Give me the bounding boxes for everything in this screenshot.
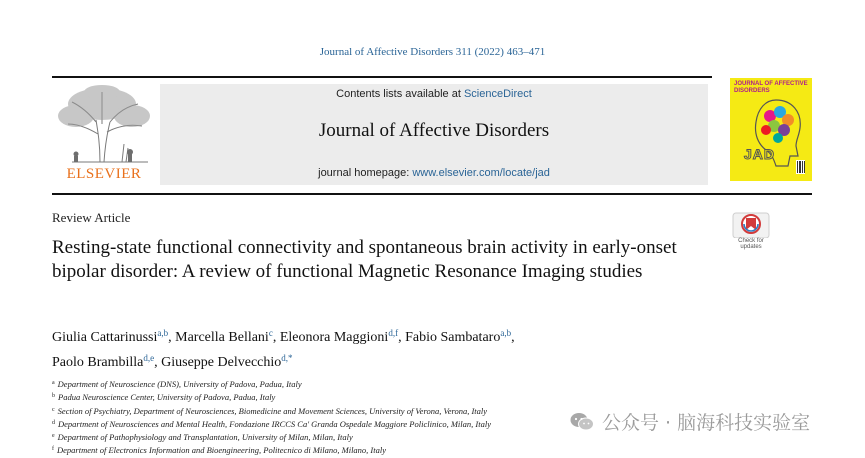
elsevier-logo[interactable]	[52, 84, 156, 186]
affiliation-item: $^f$ Department of Electronics Information and Bioengineering, Politecnico di Milano, Milano, Italy	[52, 445, 387, 456]
author[interactable]: Giulia Cattarinussi$^{a,b}$	[52, 328, 169, 345]
affiliation-item: $^e$ Department of Pathophysiology and Transplantation, University of Milan, Milan, Italy	[52, 432, 353, 443]
tree-icon	[52, 84, 156, 164]
homepage-prefix: journal homepage:	[318, 167, 413, 179]
cover-title: JOURNAL OF AFFECTIVE DISORDERS	[734, 81, 808, 94]
watermark-text: 公众号 · 脑海科技实验室	[602, 412, 811, 434]
author-affiliation-ref[interactable]: c	[268, 328, 273, 338]
check-for-updates-button[interactable]	[731, 212, 771, 254]
affiliation-item: $^d$ Department of Neurosciences and Mental Health, Fondazione IRCCS Ca' Granda Ospedale Maggiore Policlinico, Milan, Italy	[52, 418, 491, 429]
author[interactable]: Paolo Brambilla$^{d,e}$	[52, 353, 155, 370]
cover-abbrev: JAD	[744, 146, 776, 162]
homepage-line	[160, 167, 708, 179]
affiliation-item: $^b$ Padua Neuroscience Center, University of Padova, Padua, Italy	[52, 392, 276, 403]
author-list: Giulia Cattarinussi$^{a,b}$, Marcella Bellani$^c$, Eleonora Maggioni$^{d,f}$, Fabio Sambataro$^{a,b}$, Paolo Brambilla$^{d,e}$, Giuseppe Delvecchio$^{d,*}$	[52, 328, 515, 370]
article-title: Resting-state functional connectivity and spontaneous brain activity in early-onset bipolar disorder: A review of functional Magnetic Resonance Imaging studies	[52, 237, 677, 282]
author[interactable]: Fabio Sambataro$^{a,b}$	[405, 328, 512, 345]
author-affiliation-ref[interactable]: d,*	[281, 353, 293, 363]
author-affiliation-ref[interactable]: a,b	[500, 328, 512, 338]
author-affiliation-ref[interactable]: d,e	[143, 353, 155, 363]
elsevier-wordmark: ELSEVIER	[66, 166, 142, 182]
author[interactable]: Marcella Bellani$^c$	[175, 328, 273, 345]
sciencedirect-link[interactable]: ScienceDirect	[463, 88, 532, 100]
wechat-watermark	[570, 408, 810, 435]
author[interactable]: Giuseppe Delvecchio$^{d,*}$	[161, 353, 293, 370]
bookmark-icon	[731, 212, 771, 238]
affiliation-item: $^c$ Section of Psychiatry, Department of Neurosciences, Biomedicine and Movement Sciences, University of Verona, Verona, Italy	[52, 405, 488, 416]
article-type: Review Article	[52, 210, 131, 225]
contents-prefix: Contents lists available at	[336, 88, 464, 100]
header-top-rule	[52, 76, 712, 78]
journal-citation[interactable]: Journal of Affective Disorders 311 (2022) 463–471	[319, 46, 546, 58]
journal-homepage-link[interactable]: www.elsevier.com/locate/jad	[412, 167, 550, 179]
journal-cover-image[interactable]	[730, 78, 812, 181]
affiliation-item: $^a$ Department of Neuroscience (DNS), University of Padova, Padua, Italy	[52, 379, 302, 389]
contents-line	[160, 88, 708, 100]
author-affiliation-ref[interactable]: d,f	[388, 328, 399, 338]
check-for-updates-label: Check for updates	[738, 238, 764, 250]
journal-title: Journal of Affective Disorders	[318, 120, 550, 141]
header-bottom-rule	[52, 193, 812, 195]
author[interactable]: Eleonora Maggioni$^{d,f}$	[279, 328, 399, 345]
journal-masthead	[160, 84, 708, 185]
wechat-icon	[570, 412, 594, 432]
brain-head-icon	[736, 94, 808, 180]
author-affiliation-ref[interactable]: a,b	[157, 328, 169, 338]
